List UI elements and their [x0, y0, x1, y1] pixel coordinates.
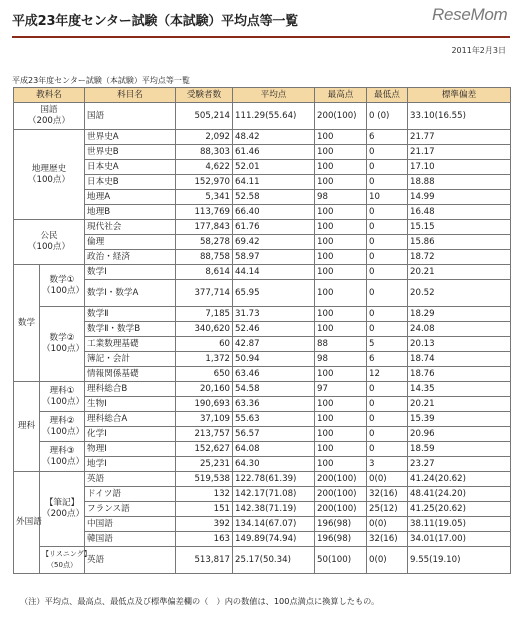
average-cell: 134.14(67.07)	[233, 517, 315, 532]
stddev-cell: 15.86	[408, 235, 511, 250]
count-cell: 132	[176, 487, 233, 502]
table-row	[14, 502, 511, 517]
subcategory-label: 理科②	[49, 415, 75, 426]
subject-cell: 地理B	[85, 205, 176, 220]
average-cell: 31.73	[233, 307, 315, 322]
stddev-cell: 15.15	[408, 220, 511, 235]
max-cell: 98	[315, 352, 367, 367]
min-cell: 0	[367, 265, 408, 280]
max-cell: 200(100)	[315, 502, 367, 517]
count-cell: 113,769	[176, 205, 233, 220]
subject-cell: 倫理	[85, 235, 176, 250]
table-row	[14, 397, 511, 412]
stddev-cell: 14.99	[408, 190, 511, 205]
min-cell: 0	[367, 250, 408, 265]
max-cell: 100	[315, 280, 367, 307]
min-cell: 12	[367, 367, 408, 382]
min-cell: 0	[367, 280, 408, 307]
max-cell: 100	[315, 145, 367, 160]
stddev-cell: 18.88	[408, 175, 511, 190]
subject-cell: 理科総合B	[85, 382, 176, 397]
count-cell: 340,620	[176, 322, 233, 337]
subject-cell: 物理Ⅰ	[85, 442, 176, 457]
count-cell: 7,185	[176, 307, 233, 322]
category-cell	[14, 265, 40, 382]
average-cell: 149.89(74.94)	[233, 532, 315, 547]
table-row	[14, 457, 511, 472]
count-cell: 177,843	[176, 220, 233, 235]
average-cell: 142.38(71.19)	[233, 502, 315, 517]
min-cell: 32(16)	[367, 487, 408, 502]
table-row	[14, 280, 511, 307]
table-row	[14, 427, 511, 442]
resemom-logo[interactable]: ReseMom	[432, 5, 508, 24]
subcategory-cell	[40, 382, 85, 412]
page-header	[0, 0, 518, 36]
subcategory-cell	[40, 265, 85, 307]
max-cell: 100	[315, 265, 367, 280]
min-cell: 0	[367, 235, 408, 250]
stddev-cell: 17.10	[408, 160, 511, 175]
stddev-cell: 18.76	[408, 367, 511, 382]
stddev-cell: 34.01(17.00)	[408, 532, 511, 547]
average-cell: 64.08	[233, 442, 315, 457]
stddev-cell: 23.27	[408, 457, 511, 472]
table-row	[14, 265, 511, 280]
stddev-cell: 15.39	[408, 412, 511, 427]
stddev-cell: 41.25(20.62)	[408, 502, 511, 517]
count-cell: 25,231	[176, 457, 233, 472]
min-cell: 3	[367, 457, 408, 472]
table-row	[14, 205, 511, 220]
subcategory-points: （200点）	[42, 509, 85, 519]
max-cell: 196(98)	[315, 517, 367, 532]
column-header: 科目名	[85, 88, 176, 103]
count-cell: 37,109	[176, 412, 233, 427]
subject-cell: 政治・経済	[85, 250, 176, 265]
average-cell: 56.57	[233, 427, 315, 442]
max-cell: 100	[315, 307, 367, 322]
count-cell: 1,372	[176, 352, 233, 367]
min-cell: 0	[367, 397, 408, 412]
category-points: （100点）	[27, 174, 71, 185]
average-cell: 122.78(61.39)	[233, 472, 315, 487]
max-cell: 100	[315, 220, 367, 235]
column-header: 平均点	[233, 88, 315, 103]
subject-cell: 数学Ⅱ・数学B	[85, 322, 176, 337]
footnote: （注）平均点、最高点、最低点及び標準偏差欄の（ ）内の数値は、100点満点に換算したもの。	[20, 596, 380, 606]
average-cell: 52.46	[233, 322, 315, 337]
max-cell: 196(98)	[315, 532, 367, 547]
average-cell: 55.63	[233, 412, 315, 427]
subcategory-points: （100点）	[42, 285, 85, 296]
category-cell	[14, 103, 85, 130]
stddev-cell: 41.24(20.62)	[408, 472, 511, 487]
stddev-cell: 20.52	[408, 280, 511, 307]
subcategory-points: （100点）	[42, 396, 85, 407]
subject-cell: ドイツ語	[85, 487, 176, 502]
max-cell: 200(100)	[315, 103, 367, 130]
subject-cell: 中国語	[85, 517, 176, 532]
average-cell: 58.97	[233, 250, 315, 265]
table-row	[14, 367, 511, 382]
max-cell: 100	[315, 427, 367, 442]
page-title: 平成23年度センター試験（本試験）平均点等一覧	[12, 14, 298, 29]
subject-cell: 数学Ⅱ	[85, 307, 176, 322]
count-cell: 163	[176, 532, 233, 547]
min-cell: 0	[367, 322, 408, 337]
average-cell: 42.87	[233, 337, 315, 352]
subject-cell: 世界史B	[85, 145, 176, 160]
max-cell: 100	[315, 367, 367, 382]
min-cell: 0	[367, 220, 408, 235]
subject-cell: 工業数理基礎	[85, 337, 176, 352]
count-cell: 4,622	[176, 160, 233, 175]
subcategory-points: （50点）	[47, 561, 77, 569]
count-cell: 152,627	[176, 442, 233, 457]
category-cell	[14, 472, 40, 574]
subcategory-cell	[40, 412, 85, 442]
table-row	[14, 352, 511, 367]
subcategory-label: 数学②	[49, 333, 75, 343]
max-cell: 100	[315, 250, 367, 265]
stddev-cell: 20.21	[408, 265, 511, 280]
subject-cell: 日本史A	[85, 160, 176, 175]
count-cell: 20,160	[176, 382, 233, 397]
column-header: 最低点	[367, 88, 408, 103]
count-cell: 650	[176, 367, 233, 382]
max-cell: 200(100)	[315, 472, 367, 487]
table-row	[14, 220, 511, 235]
max-cell: 100	[315, 322, 367, 337]
count-cell: 88,303	[176, 145, 233, 160]
category-cell	[14, 220, 85, 265]
average-cell: 50.94	[233, 352, 315, 367]
stddev-cell: 33.10(16.55)	[408, 103, 511, 130]
subject-cell: 現代社会	[85, 220, 176, 235]
stddev-cell: 18.29	[408, 307, 511, 322]
min-cell: 0(0)	[367, 517, 408, 532]
publish-date: 2011年2月3日	[451, 46, 506, 55]
subject-cell: 数学Ⅰ・数学A	[85, 280, 176, 307]
score-table	[13, 87, 511, 574]
average-cell: 142.17(71.08)	[233, 487, 315, 502]
table-row	[14, 442, 511, 457]
count-cell: 392	[176, 517, 233, 532]
table-row	[14, 103, 511, 130]
category-points: （100点）	[27, 242, 71, 252]
table-caption: 平成23年度センター試験（本試験）平均点等一覧	[12, 76, 190, 85]
min-cell: 0	[367, 382, 408, 397]
average-cell: 52.01	[233, 160, 315, 175]
count-cell: 8,614	[176, 265, 233, 280]
table-row	[14, 130, 511, 145]
table-row	[14, 145, 511, 160]
max-cell: 100	[315, 457, 367, 472]
subcategory-label: 【筆記】	[44, 498, 80, 508]
min-cell: 0	[367, 175, 408, 190]
count-cell: 519,538	[176, 472, 233, 487]
subject-cell: 理科総合A	[85, 412, 176, 427]
subject-cell: フランス語	[85, 502, 176, 517]
average-cell: 48.42	[233, 130, 315, 145]
max-cell: 100	[315, 412, 367, 427]
table-row	[14, 412, 511, 427]
category-label: 地理歴史	[31, 163, 67, 174]
stddev-cell: 18.72	[408, 250, 511, 265]
average-cell: 25.17(50.34)	[233, 547, 315, 574]
average-cell: 111.29(55.64)	[233, 103, 315, 130]
count-cell: 190,693	[176, 397, 233, 412]
average-cell: 64.30	[233, 457, 315, 472]
stddev-cell: 20.13	[408, 337, 511, 352]
table-row	[14, 175, 511, 190]
stddev-cell: 38.11(19.05)	[408, 517, 511, 532]
stddev-cell: 48.41(24.20)	[408, 487, 511, 502]
count-cell: 377,714	[176, 280, 233, 307]
column-header: 受験者数	[176, 88, 233, 103]
table-header-row	[14, 88, 511, 103]
stddev-cell: 21.17	[408, 145, 511, 160]
count-cell: 213,757	[176, 427, 233, 442]
stddev-cell: 16.48	[408, 205, 511, 220]
stddev-cell: 14.35	[408, 382, 511, 397]
subject-cell: 数学Ⅰ	[85, 265, 176, 280]
table-row	[14, 307, 511, 322]
category-cell	[14, 130, 85, 220]
min-cell: 0	[367, 145, 408, 160]
count-cell: 2,092	[176, 130, 233, 145]
table-row	[14, 487, 511, 502]
min-cell: 0	[367, 205, 408, 220]
stddev-cell: 20.96	[408, 427, 511, 442]
subcategory-points: （100点）	[42, 456, 85, 467]
average-cell: 63.46	[233, 367, 315, 382]
min-cell: 0 (0)	[367, 103, 408, 130]
table-row	[14, 322, 511, 337]
subject-cell: 韓国語	[85, 532, 176, 547]
min-cell: 0	[367, 442, 408, 457]
table-row	[14, 382, 511, 397]
subject-cell: 化学Ⅰ	[85, 427, 176, 442]
average-cell: 61.76	[233, 220, 315, 235]
table-row	[14, 160, 511, 175]
category-cell	[14, 382, 40, 472]
average-cell: 44.14	[233, 265, 315, 280]
min-cell: 0	[367, 307, 408, 322]
subject-cell: 生物Ⅰ	[85, 397, 176, 412]
min-cell: 25(12)	[367, 502, 408, 517]
subcategory-cell	[40, 472, 85, 547]
average-cell: 52.58	[233, 190, 315, 205]
max-cell: 97	[315, 382, 367, 397]
subject-cell: 英語	[85, 472, 176, 487]
subcategory-label: 【リスニング】	[42, 550, 91, 558]
table-row	[14, 547, 511, 574]
count-cell: 88,758	[176, 250, 233, 265]
count-cell: 58,278	[176, 235, 233, 250]
stddev-cell: 20.21	[408, 397, 511, 412]
average-cell: 63.36	[233, 397, 315, 412]
count-cell: 5,341	[176, 190, 233, 205]
subcategory-cell	[40, 547, 91, 574]
category-label: 国語	[40, 105, 58, 115]
max-cell: 100	[315, 175, 367, 190]
subject-cell: 情報関係基礎	[85, 367, 176, 382]
stddev-cell: 18.74	[408, 352, 511, 367]
stddev-cell: 9.55(19.10)	[408, 547, 511, 574]
min-cell: 6	[367, 352, 408, 367]
min-cell: 10	[367, 190, 408, 205]
subcategory-points: （100点）	[42, 426, 85, 437]
min-cell: 5	[367, 337, 408, 352]
table-row	[14, 532, 511, 547]
max-cell: 100	[315, 160, 367, 175]
average-cell: 64.11	[233, 175, 315, 190]
min-cell: 0	[367, 427, 408, 442]
table-row	[14, 250, 511, 265]
subcategory-label: 数学①	[49, 274, 75, 285]
stddev-cell: 21.77	[408, 130, 511, 145]
subject-cell: 世界史A	[85, 130, 176, 145]
table-row	[14, 235, 511, 250]
category-label: 公民	[40, 231, 58, 241]
max-cell: 88	[315, 337, 367, 352]
category-label: 理科	[17, 421, 36, 431]
average-cell: 65.95	[233, 280, 315, 307]
subject-cell: 地学Ⅰ	[85, 457, 176, 472]
subcategory-cell	[40, 442, 85, 472]
min-cell: 0(0)	[367, 472, 408, 487]
max-cell: 50(100)	[315, 547, 367, 574]
subject-cell: 英語	[85, 547, 176, 574]
count-cell: 152,970	[176, 175, 233, 190]
table-row	[14, 517, 511, 532]
min-cell: 0	[367, 412, 408, 427]
average-cell: 61.46	[233, 145, 315, 160]
table-row	[14, 190, 511, 205]
max-cell: 200(100)	[315, 487, 367, 502]
count-cell: 151	[176, 502, 233, 517]
subject-cell: 地理A	[85, 190, 176, 205]
average-cell: 54.58	[233, 382, 315, 397]
category-label: 数学	[17, 317, 36, 328]
min-cell: 0	[367, 160, 408, 175]
min-cell: 6	[367, 130, 408, 145]
subcategory-label: 理科①	[49, 385, 75, 396]
average-cell: 66.40	[233, 205, 315, 220]
category-points: （200点）	[27, 116, 71, 126]
table-row	[14, 337, 511, 352]
subcategory-label: 理科③	[49, 445, 75, 456]
category-label: 外国語	[16, 517, 42, 527]
table-row	[14, 472, 511, 487]
max-cell: 100	[315, 442, 367, 457]
max-cell: 100	[315, 205, 367, 220]
column-header: 標準偏差	[408, 88, 511, 103]
max-cell: 100	[315, 397, 367, 412]
count-cell: 505,214	[176, 103, 233, 130]
max-cell: 100	[315, 130, 367, 145]
stddev-cell: 18.59	[408, 442, 511, 457]
min-cell: 32(16)	[367, 532, 408, 547]
subcategory-points: （100点）	[42, 344, 85, 354]
max-cell: 98	[315, 190, 367, 205]
subject-cell: 日本史B	[85, 175, 176, 190]
column-header: 教科名	[14, 88, 85, 103]
average-cell: 69.42	[233, 235, 315, 250]
count-cell: 513,817	[176, 547, 233, 574]
min-cell: 0(0)	[367, 547, 408, 574]
stddev-cell: 24.08	[408, 322, 511, 337]
column-header: 最高点	[315, 88, 367, 103]
count-cell: 60	[176, 337, 233, 352]
subcategory-cell	[40, 307, 85, 382]
max-cell: 100	[315, 235, 367, 250]
subject-cell: 国語	[85, 103, 176, 130]
header-divider	[12, 36, 510, 38]
subject-cell: 簿記・会計	[85, 352, 176, 367]
